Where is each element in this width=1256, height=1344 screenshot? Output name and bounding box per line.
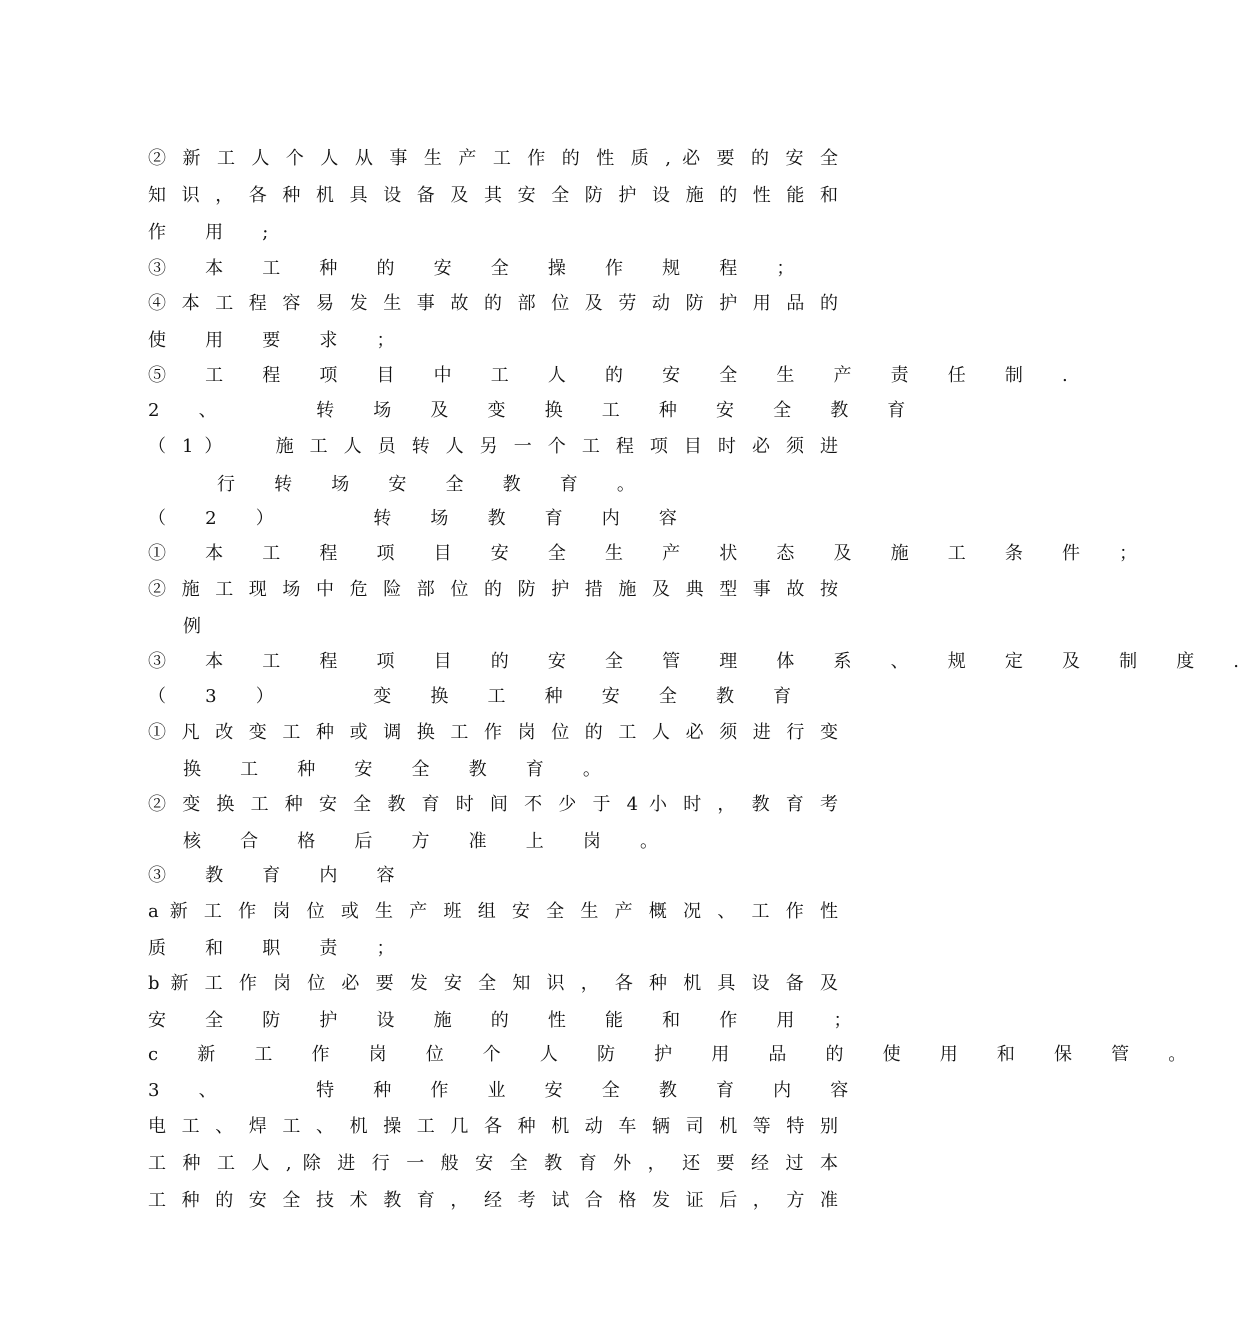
subsection-heading: （ 3 ） 变 换 工 种 安 全 教 育: [148, 686, 808, 707]
text-line: ④ 本 工 程 容 易 发 生 事 故 的 部 位 及 劳 动 防 护 用 品 的: [148, 293, 838, 314]
text-line: ② 新 工 人 个 人 从 事 生 产 工 作 的 性 质 , 必 要 的 安 全: [148, 148, 838, 169]
text-line: a 新 工 作 岗 位 或 生 产 班 组 安 全 生 产 概 况 、 工 作 性: [148, 901, 838, 922]
section-heading: 2 、 转 场 及 变 换 工 种 安 全 教 育: [148, 400, 923, 421]
text-line: ③ 本 工 种 的 安 全 操 作 规 程 ；: [148, 258, 812, 279]
subsection-heading: （ 1 ） 施 工 人 员 转 人 另 一 个 工 程 项 目 时 必 须 进: [148, 436, 838, 457]
text-line: 安 全 防 护 设 施 的 性 能 和 作 用 ；: [148, 1010, 869, 1031]
text-line: ③ 教 育 内 容: [148, 865, 412, 886]
text-line: 使 用 要 求 ；: [148, 330, 412, 351]
text-line: 工 种 工 人 , 除 进 行 一 般 安 全 教 育 外 ， 还 要 经 过 本: [148, 1153, 838, 1174]
text-line: ⑤ 工 程 项 目 中 工 人 的 安 全 生 产 责 任 制 .: [148, 365, 1085, 386]
text-line: 核 合 格 后 方 准 上 岗 。: [183, 831, 675, 852]
text-line: ② 变 换 工 种 安 全 教 育 时 间 不 少 于 4 小 时 ， 教 育 考: [148, 794, 838, 815]
text-line: 行 转 场 安 全 教 育 。: [217, 474, 652, 495]
text-line: ② 施 工 现 场 中 危 险 部 位 的 防 护 措 施 及 典 型 事 故 按: [148, 579, 838, 600]
text-line: 作 用 ;: [148, 222, 286, 243]
text-line: 电 工 、 焊 工 、 机 操 工 几 各 种 机 动 车 辆 司 机 等 特 别: [148, 1116, 838, 1137]
section-heading: 3 、 特 种 作 业 安 全 教 育 内 容: [148, 1080, 865, 1101]
text-line: c 新 工 作 岗 位 个 人 防 护 用 品 的 使 用 和 保 管 。: [148, 1044, 1203, 1065]
text-line: ① 凡 改 变 工 种 或 调 换 工 作 岗 位 的 工 人 必 须 进 行 变: [148, 722, 838, 743]
text-line: b 新 工 作 岗 位 必 要 发 安 全 知 识 ， 各 种 机 具 设 备 及: [148, 973, 838, 994]
text-line: ③ 本 工 程 项 目 的 安 全 管 理 体 系 、 规 定 及 制 度 .: [148, 651, 1256, 672]
text-line: 质 和 职 责 ；: [148, 938, 412, 959]
subsection-heading: （ 2 ） 转 场 教 育 内 容: [148, 508, 694, 529]
text-line: ① 本 工 程 项 目 安 全 生 产 状 态 及 施 工 条 件 ；: [148, 543, 1154, 564]
text-line: 例: [183, 616, 218, 637]
text-line: 工 种 的 安 全 技 术 教 育 ， 经 考 试 合 格 发 证 后 ， 方 准: [148, 1190, 838, 1211]
text-line: 换 工 种 安 全 教 育 。: [183, 759, 618, 780]
text-line: 知 识 ， 各 种 机 具 设 备 及 其 安 全 防 护 设 施 的 性 能 和: [148, 185, 838, 206]
